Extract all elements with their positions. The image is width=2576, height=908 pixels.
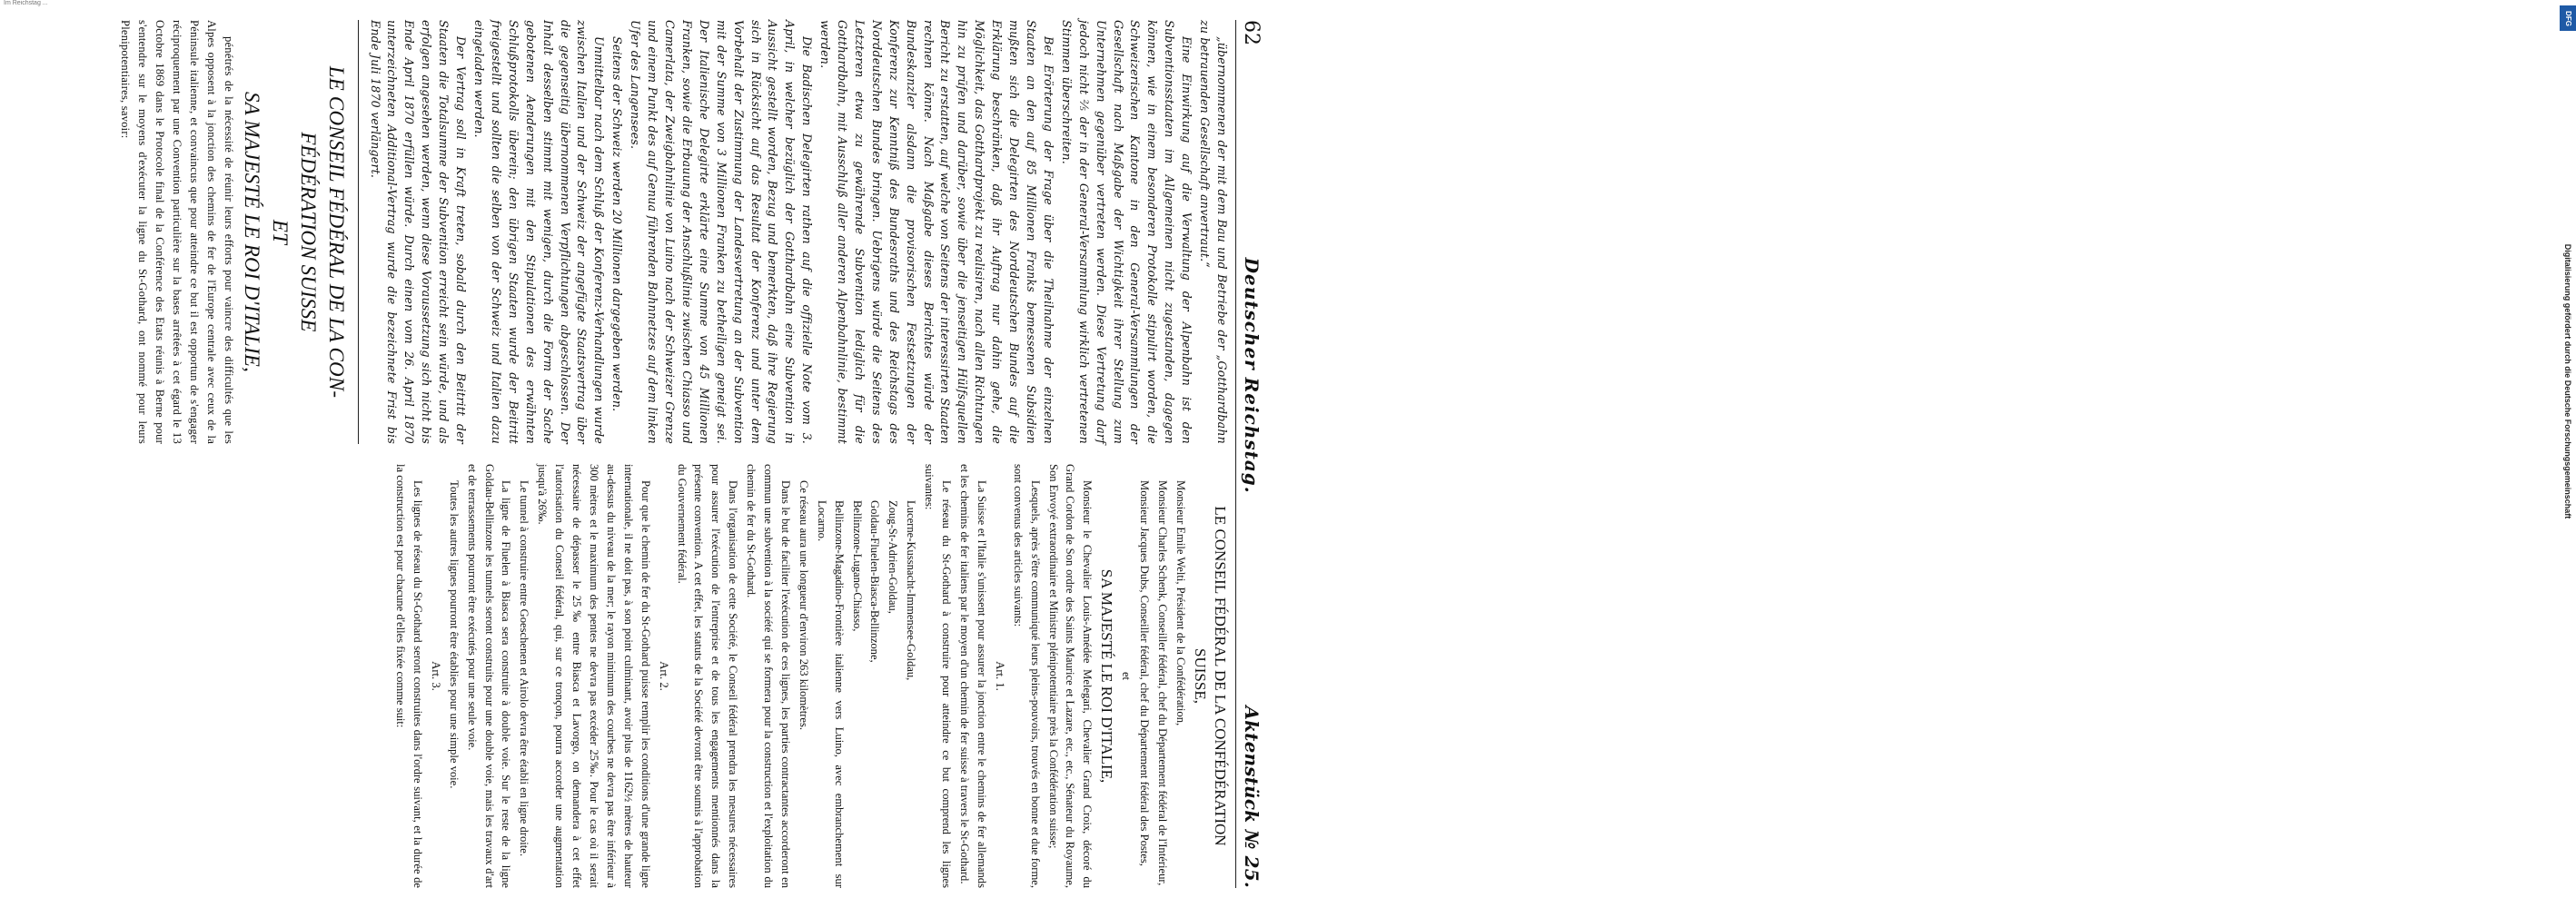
divider bbox=[358, 20, 359, 444]
paragraph: Unmittelbar nach dem Schluß der Konferenz-Verhandlungen wurde zwischen Italien und der Schweiz der angefügte Staatsvertrag über die gegenseitig übernommenen Verpflichtungen abgeschlossen. Der Inhalt desselben stimmt mit wenigen, durch die Form der Sache gebotenen Aenderungen mit den Stipulationen des erwähnten Schlußprotokolls überein; den übrigen Staaten wurde der Beitritt freigestellt und sollten die selben von der Schweiz und Italien dazu eingeladen werden. bbox=[472, 20, 607, 444]
paragraph: Dans le but de faciliter l'exécution de ces lignes, les parties contractantes accorderont en commun une subvention à la société qui se formera pour la construction et l'exploitation du chemin de fer du St-Gothard. bbox=[745, 464, 792, 888]
line-item: Lucerne-Kussnacht-Immensee-Goldau, bbox=[905, 500, 918, 681]
paragraph: Lesquels, après s'être communiqué leurs pleins-pouvoirs, trouvés en bonne et due forme, sont convenus des articles suivants: bbox=[1011, 464, 1042, 888]
columns bbox=[115, 20, 1230, 888]
line-item: Goldau-Fluelen-Biasca-Bellinzone, bbox=[868, 500, 882, 663]
paragraph: La ligne de Fluelen à Biasca sera construite à double voie. Sur le reste de la ligne Goldau-Bellinzone les tunnels seront construits pour une double voie, mais les travaux d'art et de terrassements pourront être exécutés pour une seule voie. bbox=[465, 464, 513, 888]
article-2-heading: Art. 2. bbox=[657, 661, 670, 691]
dfg-logo: DFG bbox=[2560, 5, 2576, 31]
paragraph: Monsieur Jacques Dubs, Conseiller fédéral, chef du Département fédéral des Postes, bbox=[1138, 480, 1152, 866]
paragraph: Eine Einwirkung auf die Verwaltung der Alpenbahn ist den Subventionsstaaten im Allgemeinen nicht zugestanden, dagegen können, wie in einem besonderen Protokolle stipulirt worden, die Schweizerischen Kantone in den General-Versammlungen der Gesellschaft nach Maßgabe der Wichtigkeit ihrer Stellung zum Unternehmen gegenüber vertreten werden. Diese Vertretung darf jedoch nicht ⅖ der in der General-Versammlung wirklich vertretenen Stimmen überschreiten. bbox=[1059, 20, 1194, 444]
column-right bbox=[115, 464, 1230, 888]
paragraph: Monsieur Emile Welti, Président de la Confédération, bbox=[1174, 480, 1187, 726]
paragraph: Le réseau du St-Gothard à construire pour atteindre ce but comprend les lignes suivantes: bbox=[923, 464, 954, 888]
article-3-heading: Art. 3. bbox=[429, 661, 442, 691]
preamble: pénétrés de la nécessité de réunir leurs efforts pour vaincre des difficultés que les Alpes opposent à la jonction des chemins de fer de l'Europe centrale avec ceux de la Péninsule italienne, et convaincus que pour atteindre ce but il est opportun de s'engager réciproquement par une Convention particulière sur la bases arrêtées à cet égard le 13 Octobre 1869 dans le Protocole final de la Conférence des Etats réunis à Berne pour s'entendre sur le moyens d'exécuter la ligne du St-Gothard, ont nommé pour leurs Plenipotentiaires, savoir: bbox=[119, 20, 235, 444]
paragraph: „übernommenen der mit dem Bau und Betriebe der „Gotthardbahn zu betrauenden Gesellschaft anvertraut.“ bbox=[1198, 20, 1229, 444]
dfg-strip bbox=[1279, 0, 2572, 908]
column-left bbox=[115, 20, 1230, 444]
paragraph: Pour que le chemin de fer du St-Gothard puisse remplir les conditions d'une grande ligne internationale, il ne doit pas, à son point culminant, avoir plus de 1162½ mètres de hauteur au-dessus du niveau de la mer; le rayon minimum des courbes ne devra pas être inférieur à 300 mètres et le maximum des pentes ne devra pas excéder 25‰. Pour le cas où il serait nécessaire de dépasser le 25‰ entre Biasca et Lavorgo, on demandera à cet effet l'autorisation du Conseil fédéral, qui, sur ce tronçon, pourra accorder une augmentation jusqu'à 26‰. bbox=[536, 464, 652, 888]
heading-roi: SA MAJESTÉ LE ROI D'ITALIE, bbox=[1098, 568, 1116, 784]
dfg-credit-text: Digitalisierung gefördert durch die Deutsche Forschungsgemeinschaft bbox=[2563, 243, 2572, 519]
line-item: Zoug-St-Adrien-Goldau, bbox=[887, 500, 900, 614]
paragraph: Dans l'organisation de cette Société, le Conseil fédéral prendra les mesures nécessaires pour assurer l'exécution de l'entreprise et de tous les engagements mentionnés dans la présente convention. A cet effet, les statuts de la Société devront être soumis à l'approbation du Gouvernement fédéral. bbox=[675, 464, 740, 888]
paragraph: Monsieur le Chevalier Louis-Amédée Melegari, Chevalier Grand Croix, décoré du Grand Cordon de Son ordre des Saints Maurice et Lazare, etc., etc., Sénateur du Royaume, Son Envoyé extraordinaire et Ministre plénipotentiaire près la Confédération suisse; bbox=[1046, 464, 1095, 888]
et-label: et bbox=[1120, 671, 1134, 681]
line-item: Bellinzone-Magadino-Frontière italienne vers Luino, avec embranchement sur Locarno. bbox=[815, 500, 846, 888]
line-item: Bellinzone-Lugano-Chiasso, bbox=[850, 500, 864, 632]
paragraph: Seitens der Schweiz werden 20 Millionen dargegeben werden. bbox=[610, 36, 625, 412]
paragraph: Ce réseau aura une longueur d'environ 263 kilomètres. bbox=[797, 480, 810, 731]
paragraph: Le tunnel à construire entre Goeschenen et Airolo devra être établi en ligne droite. bbox=[518, 480, 531, 857]
running-title: Deutscher Reichstag. bbox=[1241, 257, 1263, 494]
paragraph: Toutes les autres lignes pourront être établies pour une simple voie. bbox=[447, 480, 461, 789]
page-number: 62 bbox=[1240, 20, 1263, 45]
paragraph: La Suisse et l'Italie s'unissent pour assurer la jonction entre le chemins de fer allemands et les chemins de fer italiens par le moyen d'un chemin de fer suisse à travers le St-Gothard. bbox=[958, 464, 988, 888]
running-right: Aktenstück № 25. bbox=[1241, 706, 1263, 888]
document-page bbox=[20, 0, 1273, 908]
paragraph: Der Vertrag soll in Kraft treten, sobald durch den Beitritt der Staaten die Totalsumme der Subvention erreicht sein würde, und als erfolgen angesehen werden, wenn diese Voraussetzung sich nicht bis Ende April 1870 erfüllen würde. Durch einen vom 26. April 1870 unterzeichneten Additional-Vertrag wurde die bezeichnete Frist bis Ende Juli 1870 verlängert. bbox=[368, 20, 469, 444]
heading-conseil: LE CONSEIL FÉDÉRAL DE LA CONFÉDÉRATION SUISSE, bbox=[1192, 506, 1229, 846]
paragraph: Monsieur Charles Schenk, Conseiller fédéral, chef du Département fédéral de l'Intérieur, bbox=[1156, 480, 1170, 886]
paragraph: Die Badischen Delegirten rathen auf die offizielle Note vom 3. April, in welcher bezüglich der Gotthardbahn eine Subvention in Aussicht gestellt worden, Bezug und bemerkten, daß ihre Regierung sich in Rücksicht auf das Resultat der Konferenz und unter dem Vorbehalt der Zustimmung der Landesvertretung an der Subvention mit der Summe von 3 Millionen Franken zu betheiligen geneigt sei. Der Italienische Delegirte erklärte eine Summe von 45 Millionen Franken, sowie die Erbauung der Anschlußlinie zwischen Chiasso und Camerlata, der Zweigbahnlinie von Luino nach der Schweizer Grenze und einem Punkt des auf Genua führenden Bahnnetzes auf dem linken Ufer des Langensees. bbox=[629, 20, 815, 444]
paragraph: Les lignes de réseau du St-Gothard seront construites dans l'ordre suivant, et la durée de la construction est pour chacune d'elles fixée comme suit: bbox=[394, 464, 424, 888]
treaty-title: LE CONSEIL FÉDÉRAL DE LA CON- FÉDÉRATION SUISSE ET SA MAJESTÉ LE ROI D'ITALIE, bbox=[240, 65, 348, 399]
paragraph: Bei Erörterung der Frage über die Theilnahme der einzelnen Staaten an den auf 85 Millionen Franks bemessenen Subsidien mußten sich die Delegirten des Norddeutschen Bundes auf die Erklärung beschränken, daß ihr Auftrag nur dahin gehe, die Möglichkeit, das Gotthardprojekt zu realisiren, nach allen Richtungen hin zu prüfen und darüber, sowie über die jenseitigen Hülfsquellen Bericht zu erstatten, auf welche von Seitens der interessirten Staaten rechnen könne. Nach Maßgabe dieses Berichtes würde der Bundeskanzler alsdann die provisorischen Festsetzungen der Konferenz zur Kenntniß des Bundesraths und des Reichstags des Norddeutschen Bundes bringen. Uebrigens würde die Seitens des Letzteren etwa zu gewährende Subvention lediglich für die Gotthardbahn, mit Ausschluß aller anderen Alpenbahnlinie, bestimmt werden. bbox=[818, 20, 1055, 444]
page-header bbox=[1235, 20, 1263, 888]
article-1-heading: Art. 1. bbox=[993, 661, 1006, 691]
scan-mark: Im Reichstag ... bbox=[4, 0, 48, 6]
